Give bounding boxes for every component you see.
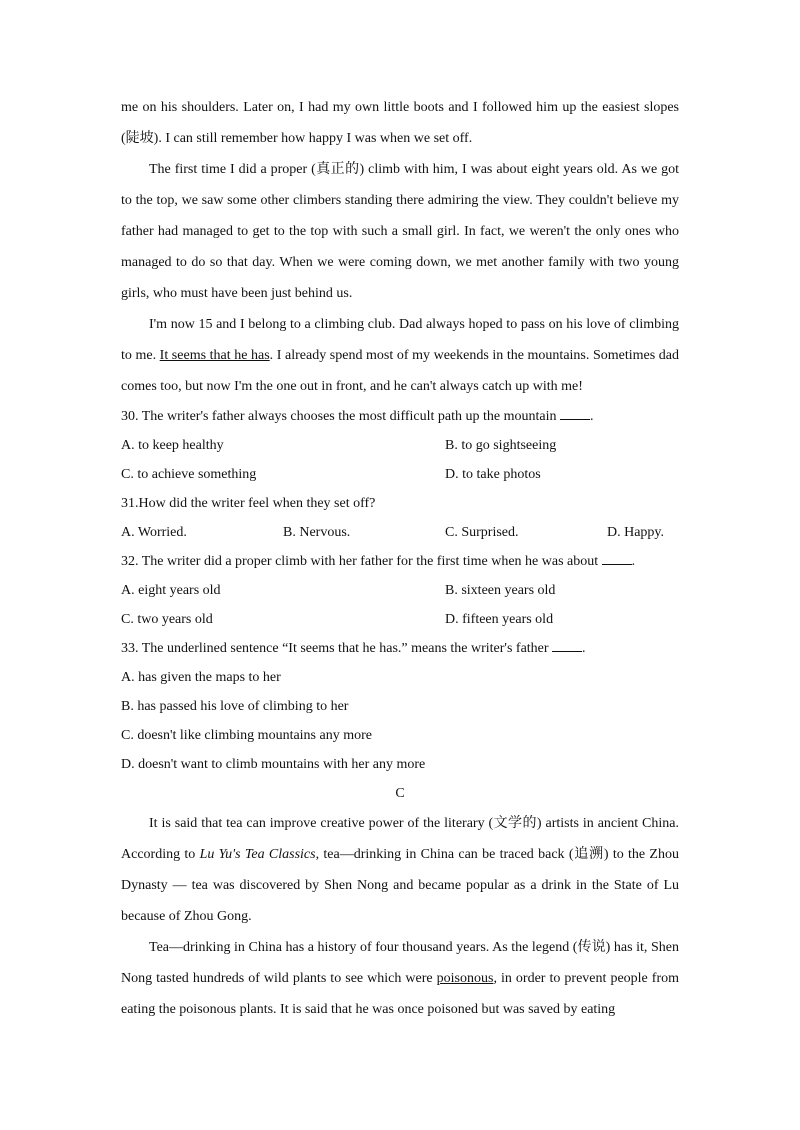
question-31 (121, 489, 679, 518)
question-32-options-row-2 (121, 605, 679, 634)
passage-c-paragraph-2 (121, 932, 679, 1025)
paragraph-text: . I already spend most of my weekends in the mountains. Sometimes dad comes too, but now I'm the one out in front, and he can't always catch up with me! (121, 348, 679, 394)
paragraph-text: , tea—drinking in China can be traced back (追溯) to the Zhou Dynasty — tea was discovered by Shen Nong and became popular as a drink in the State of Lu because of Zhou Gong. (121, 847, 679, 924)
passage-c-paragraph-1 (121, 808, 679, 932)
question-stem: 30. The writer's father always chooses the most difficult path up the mountain (121, 409, 557, 424)
question-30 (121, 402, 679, 431)
question-32 (121, 547, 679, 576)
option-c: C. to achieve something (121, 467, 257, 482)
option-b: B. sixteen years old (445, 583, 556, 598)
question-end: . (582, 641, 586, 656)
option-a: A. to keep healthy (121, 438, 224, 453)
question-stem: 33. The underlined sentence “It seems that he has.” means the writer's father (121, 641, 549, 656)
question-30-options-row-2 (121, 460, 679, 489)
book-title: Lu Yu's Tea Classics (199, 847, 316, 862)
paragraph-text: The first time I did a proper (真正的) climb with him, I was about eight years old. As we got to the top, we saw some other climbers standing there admiring the view. They couldn't believe my father had managed to get to the top with such a small girl. In fact, we weren't the only ones who managed to do so that day. When we were coming down, we met another family with two young girls, who must have been just behind us. (121, 162, 679, 301)
option-c: C. two years old (121, 612, 213, 627)
question-33-option-b: B. has passed his love of climbing to her (121, 699, 349, 714)
exam-page (121, 92, 679, 1025)
option-d: D. fifteen years old (445, 612, 554, 627)
answer-blank (560, 407, 590, 420)
paragraph-text: It is said that tea can improve creative power of the literary (文学的) artists in ancient China. According to (121, 816, 679, 862)
paragraph-text: me on his shoulders. Later on, I had my own little boots and I followed him up the easiest slopes (陡坡). I can still remember how happy I was when we set off. (121, 100, 679, 146)
option-b: B. Nervous. (283, 525, 351, 540)
underlined-sentence: It seems that he has (159, 348, 270, 363)
question-32-options-row-1 (121, 576, 679, 605)
question-33-option-c: C. doesn't like climbing mountains any more (121, 728, 372, 743)
question-33-option-a: A. has given the maps to her (121, 670, 281, 685)
option-a: A. eight years old (121, 583, 221, 598)
underlined-word: poisonous (436, 971, 494, 986)
section-c-heading: C (395, 786, 405, 801)
question-end: . (631, 554, 636, 569)
question-31-options (121, 518, 679, 547)
option-c: C. Surprised. (445, 525, 519, 540)
question-stem: 31.How did the writer feel when they set off? (121, 496, 376, 511)
option-a: A. Worried. (121, 525, 187, 540)
question-30-options-row-1 (121, 431, 679, 460)
option-d: D. to take photos (445, 467, 541, 482)
passage-b-paragraph-1 (121, 92, 679, 154)
paragraph-text: Tea—drinking in China has a history of four thousand years. As the legend (传说) has it, Shen Nong tasted hundreds of wild plants to see which were (121, 940, 679, 986)
paragraph-text: , in order to prevent people from eating the poisonous plants. It is said that he was once poisoned but was saved by eating (121, 971, 680, 1017)
question-stem: 32. The writer did a proper climb with her father for the first time when he was about (121, 554, 599, 569)
option-d: D. Happy. (607, 525, 665, 540)
answer-blank (602, 552, 632, 565)
answer-blank (552, 639, 582, 652)
passage-b-paragraph-3 (121, 309, 679, 402)
question-33-option-d: D. doesn't want to climb mountains with her any more (121, 757, 426, 772)
passage-b-paragraph-2 (121, 154, 679, 309)
question-33 (121, 634, 679, 663)
question-end: . (590, 409, 594, 424)
paragraph-text: I'm now 15 and I belong to a climbing club. Dad always hoped to pass on his love of climbing to me. (121, 317, 679, 363)
option-b: B. to go sightseeing (445, 438, 557, 453)
